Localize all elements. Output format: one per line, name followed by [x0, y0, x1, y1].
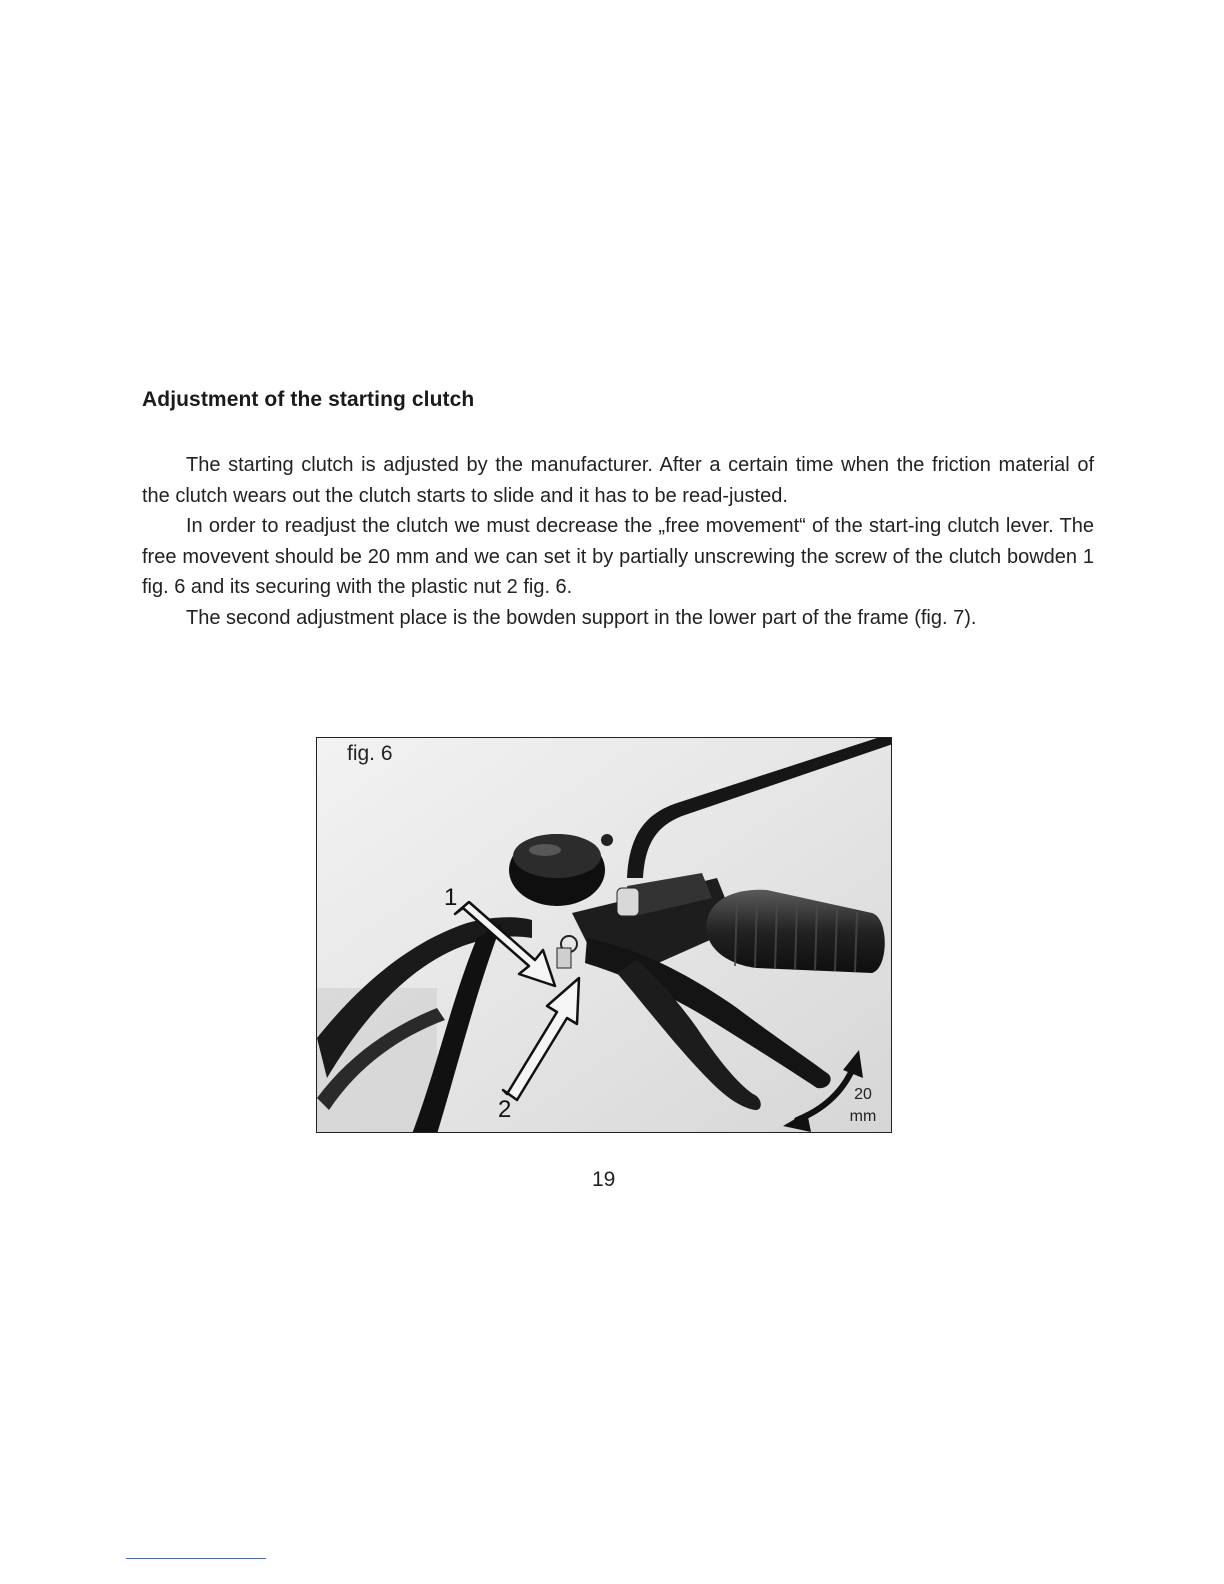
travel-value: 20 — [854, 1086, 872, 1103]
figure-caption: fig. 6 — [347, 742, 393, 765]
footnote-divider — [126, 1558, 266, 1559]
section-heading: Adjustment of the starting clutch — [142, 388, 475, 411]
clutch-lever-photo — [317, 738, 892, 1133]
body-text — [142, 450, 1094, 633]
travel-unit: mm — [849, 1108, 877, 1125]
paragraph-1: The starting clutch is adjusted by the manufacturer. After a certain time when the friction material of the clutch wears out the clutch starts to slide and it has to be read-justed. — [142, 454, 1094, 507]
paragraph-2: In order to readjust the clutch we must decrease the „free movement“ of the start-ing clutch lever. The free movevent should be 20 mm and we can set it by partially unscrewing the screw of the clutch bowden 1 fig. 6 and its securing with the plastic nut 2 fig. 6. — [142, 515, 1094, 598]
cable-adjuster-screw — [617, 888, 639, 916]
figure-6 — [316, 737, 892, 1133]
callout-1-label: 1 — [444, 884, 458, 911]
page-number: 19 — [592, 1168, 616, 1191]
travel-measurement — [841, 1084, 885, 1128]
paragraph-3: The second adjustment place is the bowden support in the lower part of the frame (fig. 7). — [186, 606, 977, 629]
callout-2-label: 2 — [498, 1096, 512, 1123]
